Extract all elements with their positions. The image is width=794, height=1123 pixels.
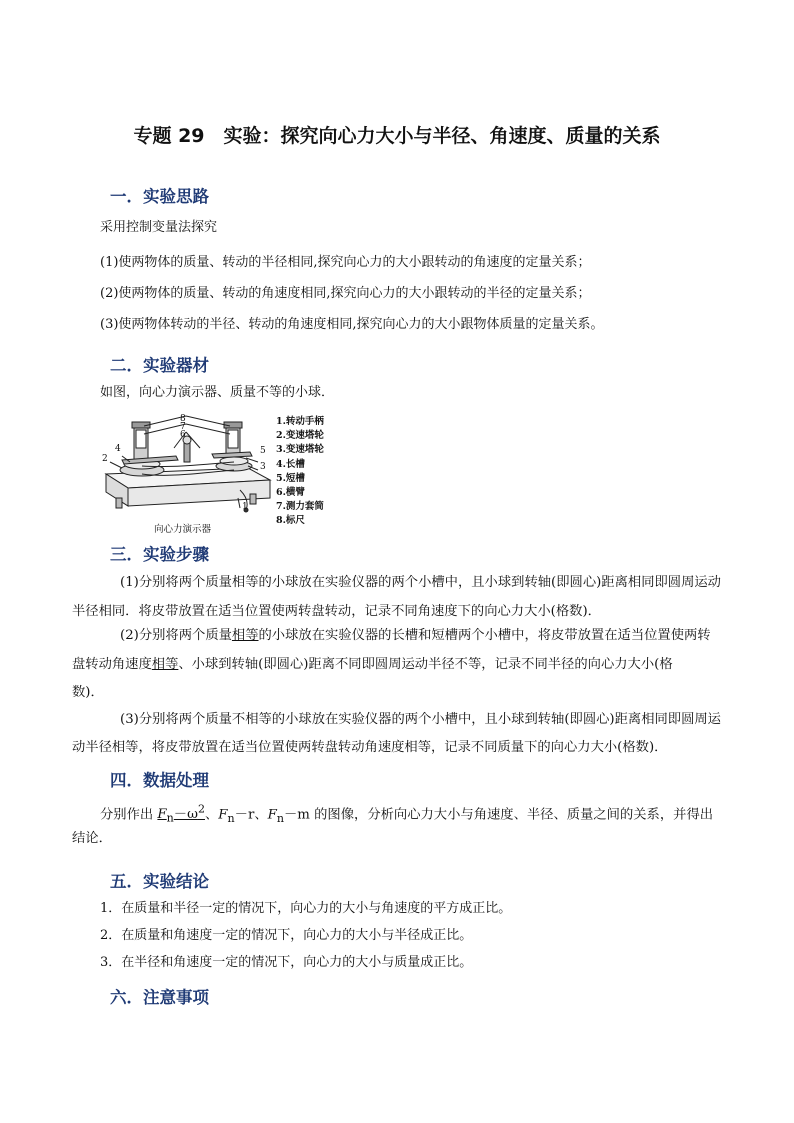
step-1-line: (1)分别将两个质量相等的小球放在实验仪器的两个小槽中，且小球到转轴(即圆心)距离相同即圆周运动 [120,575,721,590]
section-1-item: (1)使两物体的质量、转动的半径相同,探究向心力的大小跟转动的角速度的定量关系； [100,255,591,270]
legend-item: 1.转动手柄 [276,416,324,427]
text-run: 盘转动角速度 [72,657,152,672]
section-heading-2: 二．实验器材 [110,356,209,375]
apparatus-figure [100,408,280,536]
section-heading-5: 五．实验结论 [110,872,209,891]
legend-item: 8.标尺 [276,515,305,527]
page-title: 专题 29 实验：探究向心力大小与半径、角速度、质量的关系 [133,125,661,147]
legend-item: 3.变速塔轮 [276,444,324,456]
figure-caption: 向心力演示器 [154,524,212,535]
legend-item: 5.短槽 [276,472,305,484]
subscript-n: n [276,812,284,826]
callout-label: 2 [102,454,108,464]
symbol-omega: －ω [173,807,198,823]
symbol-m: －m [284,807,310,823]
section-heading-1: 一．实验思路 [110,187,209,206]
symbol-F: F [218,807,228,823]
symbol-F: F [157,807,167,823]
text-run: (2)分别将两个质量 [120,628,232,643]
conclusion-item: 2．在质量和角速度一定的情况下，向心力的大小与半径成正比。 [100,928,473,943]
superscript-2: 2 [197,803,205,816]
callout-label: 4 [115,444,121,454]
callout-label: 3 [260,462,266,472]
apparatus-drawing [100,408,280,536]
apparatus-legend [276,415,324,529]
text-run: 分别作出 [100,807,158,823]
separator: 、 [254,807,268,823]
legend-item: 4.长槽 [276,458,305,470]
symbol-r: －r [234,807,255,823]
step-2-line: 数)． [72,685,104,700]
text-run: 、小球到转轴(即圆心)距离不同即圆周运动半径不等，记录不同半径的向心力大小(格 [178,657,673,672]
callout-label: 8 [180,414,186,424]
callout-label: 7 [180,422,186,432]
subscript-n: n [166,812,174,826]
section-heading-4: 四．数据处理 [110,771,209,790]
data-processing-line: 结论． [72,831,112,846]
underlined-text: 相等 [231,628,259,643]
section-1-intro: 采用控制变量法探究 [100,220,218,235]
text-run: 的图像，分析向心力大小与角速度、半径、质量之间的关系，并得出 [309,807,714,823]
underlined-text: 相等 [151,657,179,672]
step-2-line [72,656,673,674]
legend-item: 6.横臂 [276,487,305,499]
data-processing-line [100,801,713,828]
callout-label: 5 [260,446,266,456]
step-3-line: 动半径相等，将皮带放置在适当位置使两转盘转动角速度相等，记录不同质量下的向心力大小(格数)． [72,740,668,755]
callout-label: 1 [242,502,248,512]
step-1-line: 半径相同．将皮带放置在适当位置使两转盘转动，记录不同角速度下的向心力大小(格数)． [72,604,601,619]
step-2-line [120,627,711,645]
step-3-line: (3)分别将两个质量不相等的小球放在实验仪器的两个小槽中，且小球到转轴(即圆心)距离相同即圆周运 [120,712,721,727]
section-2-intro: 如图，向心力演示器、质量不等的小球． [100,385,335,400]
text-run: 的小球放在实验仪器的长槽和短槽两个小槽中，将皮带放置在适当位置使两转 [258,628,711,643]
section-1-item: (3)使两物体转动的半径、转动的角速度相同,探究向心力的大小跟物体质量的定量关系。 [100,317,604,332]
section-heading-3: 三．实验步骤 [110,545,209,564]
section-heading-6: 六．注意事项 [110,988,209,1007]
conclusion-item: 3．在半径和角速度一定的情况下，向心力的大小与质量成正比。 [100,955,473,970]
separator: 、 [205,807,219,823]
callout-label: 6 [180,430,186,440]
subscript-n: n [227,812,235,826]
section-1-item: (2)使两物体的质量、转动的角速度相同,探究向心力的大小跟转动的半径的定量关系； [100,286,591,301]
conclusion-item: 1．在质量和半径一定的情况下，向心力的大小与角速度的平方成正比。 [100,901,512,916]
legend-item: 2.变速塔轮 [276,430,324,442]
symbol-F: F [267,807,277,823]
legend-item: 7.测力套筒 [276,501,324,513]
